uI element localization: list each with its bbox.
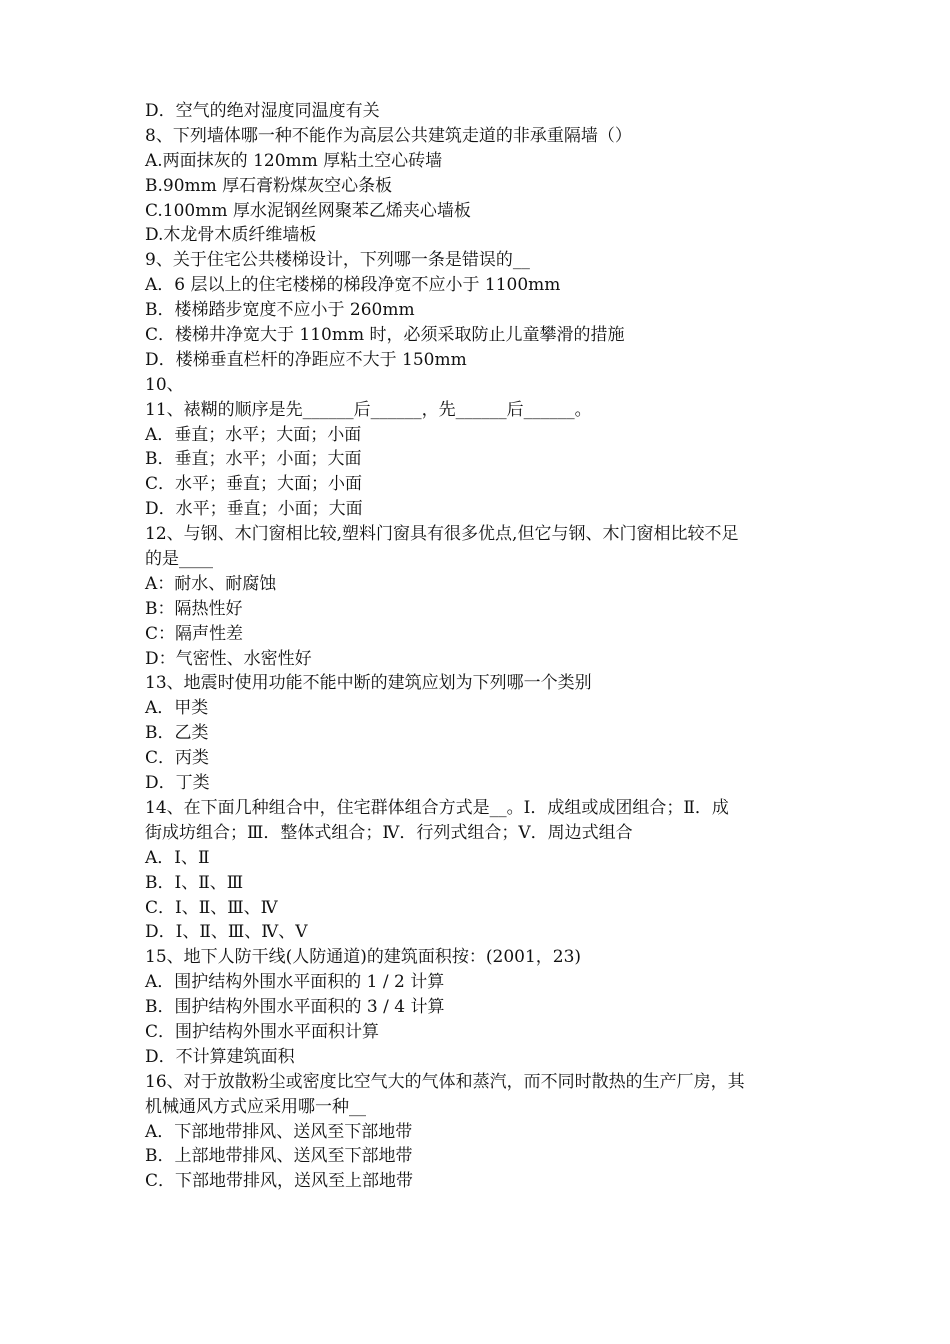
text-line: A.两面抹灰的 120mm 厚粘土空心砖墙 [145, 150, 443, 171]
text-line: C．下部地带排风，送风至上部地带 [145, 1171, 414, 1192]
text-line: 9、关于住宅公共楼梯设计，下列哪一条是错误的__ [145, 250, 530, 271]
text-line: D.木龙骨木质纤维墙板 [145, 225, 317, 246]
text-line: D．Ⅰ、Ⅱ、Ⅲ、Ⅳ、Ⅴ [145, 922, 308, 943]
text-line: B．Ⅰ、Ⅱ、Ⅲ [145, 872, 244, 893]
text-line: A．6 层以上的住宅楼梯的梯段净宽不应小于 1100mm [145, 275, 561, 296]
text-line: 15、地下人防干线(人防通道)的建筑面积按：(2001，23) [145, 947, 582, 968]
text-line: D．水平；垂直；小面；大面 [145, 499, 363, 520]
text-line: 12、与钢、木门窗相比较,塑料门窗具有很多优点,但它与钢、木门窗相比较不足 [145, 524, 739, 545]
text-line: C.100mm 厚水泥钢丝网聚苯乙烯夹心墙板 [145, 200, 471, 221]
text-line: A．Ⅰ、Ⅱ [145, 847, 210, 868]
text-line: 机械通风方式应采用哪一种__ [145, 1096, 366, 1117]
text-line: C．Ⅰ、Ⅱ、Ⅲ、Ⅳ [145, 897, 278, 918]
text-line: C．丙类 [145, 748, 210, 769]
text-line: C：隔声性差 [145, 623, 244, 644]
text-line: B．围护结构外围水平面积的 3 / 4 计算 [145, 997, 445, 1018]
text-line: D．空气的绝对湿度同温度有关 [145, 101, 380, 121]
text-line: D：气密性、水密性好 [145, 648, 312, 669]
text-line: B：隔热性好 [145, 598, 243, 619]
text-line: A．下部地带排风、送风至下部地带 [145, 1121, 413, 1142]
text-line: B．上部地带排风、送风至下部地带 [145, 1146, 413, 1167]
text-line: A．围护结构外围水平面积的 1 / 2 计算 [145, 972, 445, 993]
text-line: A．甲类 [145, 698, 209, 719]
text-line: 16、对于放散粉尘或密度比空气大的气体和蒸汽，而不同时散热的生产厂房，其 [145, 1071, 745, 1092]
text-line: 11、裱糊的顺序是先______后______，先______后______。 [145, 399, 592, 420]
text-line: C．围护结构外围水平面积计算 [145, 1021, 380, 1042]
text-line: B．楼梯踏步宽度不应小于 260mm [145, 300, 415, 321]
text-line: 10、 [145, 374, 184, 395]
text-line: C．楼梯井净宽大于 110mm 时，必须采取防止儿童攀滑的措施 [145, 325, 625, 346]
document-page [145, 99, 825, 1194]
text-line: 街成坊组合；Ⅲ．整体式组合；Ⅳ．行列式组合；Ⅴ．周边式组合 [145, 822, 633, 843]
text-line: A：耐水、耐腐蚀 [145, 573, 277, 594]
text-line: 8、下列墙体哪一种不能作为高层公共建筑走道的非承重隔墙（） [145, 125, 632, 146]
text-line: C．水平；垂直；大面；小面 [145, 474, 363, 495]
text-line: 13、地震时使用功能不能中断的建筑应划为下列哪一个类别 [145, 673, 592, 694]
text-line: B．乙类 [145, 723, 209, 744]
text-line: D．不计算建筑面积 [145, 1046, 295, 1067]
text-line: D．楼梯垂直栏杆的净距应不大于 150mm [145, 349, 467, 370]
text-line: 14、在下面几种组合中，住宅群体组合方式是__。Ⅰ．成组或成团组合；Ⅱ．成 [145, 797, 729, 818]
text-line: B．垂直；水平；小面；大面 [145, 449, 362, 470]
text-line: B.90mm 厚石膏粉煤灰空心条板 [145, 175, 393, 196]
text-line: D．丁类 [145, 773, 210, 794]
text-line: 的是____ [145, 549, 213, 570]
text-line: A．垂直；水平；大面；小面 [145, 424, 362, 445]
